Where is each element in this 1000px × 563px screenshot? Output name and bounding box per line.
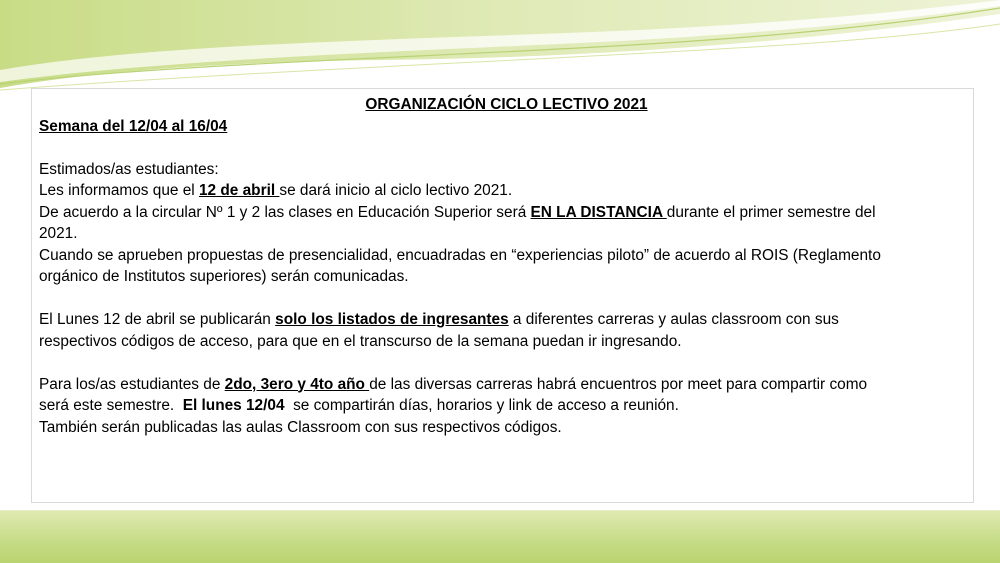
text-span: de las diversas carreras habrá encuentros por meet para compartir como (369, 375, 868, 393)
spacer (39, 137, 974, 159)
spacer (39, 352, 974, 374)
document-body (39, 94, 974, 438)
text-span: se dará inicio al ciclo lectivo 2021. (279, 182, 513, 199)
text-span: se compartirán días, horarios y link de acceso a reunión. (284, 397, 679, 414)
spacer (39, 288, 974, 310)
paragraph-modality (39, 202, 974, 224)
meeting-date-highlight: El lunes 12/04 (182, 397, 285, 414)
week-heading: Semana del 12/04 al 16/04 (39, 117, 228, 135)
paragraph-classroom: También serán publicadas las aulas Classroom con sus respectivos códigos. (39, 418, 562, 436)
start-date-highlight: 12 de abril (198, 182, 280, 199)
paragraph-start-date (39, 180, 974, 202)
paragraph-upper-years (39, 374, 974, 396)
paragraph-presencial-line1: Cuando se aprueben propuestas de presencialidad, encuadradas en “experiencias piloto” de acuerdo al ROIS (Reglamento (39, 246, 881, 264)
paragraph-modality-cont: 2021. (39, 225, 78, 242)
text-span: Para los/as estudiantes de (39, 375, 225, 393)
ingresantes-highlight: solo los listados de ingresantes (275, 311, 509, 328)
header-swoosh-decoration (0, 0, 1000, 95)
paragraph-upper-years-cont (39, 395, 974, 417)
paragraph-ingresantes (39, 309, 974, 331)
greeting: Estimados/as estudiantes: (39, 160, 219, 178)
paragraph-ingresantes-cont: respectivos códigos de acceso, para que en el transcurso de la semana puedan ir ingresando. (39, 332, 682, 350)
text-span: a diferentes carreras y aulas classroom con sus (508, 311, 839, 328)
footer-band-decoration (0, 510, 1000, 563)
text-span: De acuerdo a la circular Nº 1 y 2 las clases en Educación Superior será (39, 203, 531, 221)
text-span: será este semestre. (39, 397, 183, 414)
text-span: durante el primer semestre del (666, 203, 876, 221)
text-span: Les informamos que el (39, 182, 199, 199)
paragraph-presencial-line2: orgánico de Institutos superiores) serán comunicadas. (39, 268, 409, 285)
document-title: ORGANIZACIÓN CICLO LECTIVO 2021 (365, 96, 648, 113)
text-span: El Lunes 12 de abril se publicarán (39, 311, 276, 328)
years-highlight: 2do, 3ero y 4to año (224, 375, 370, 393)
modality-highlight: EN LA DISTANCIA (530, 203, 667, 221)
